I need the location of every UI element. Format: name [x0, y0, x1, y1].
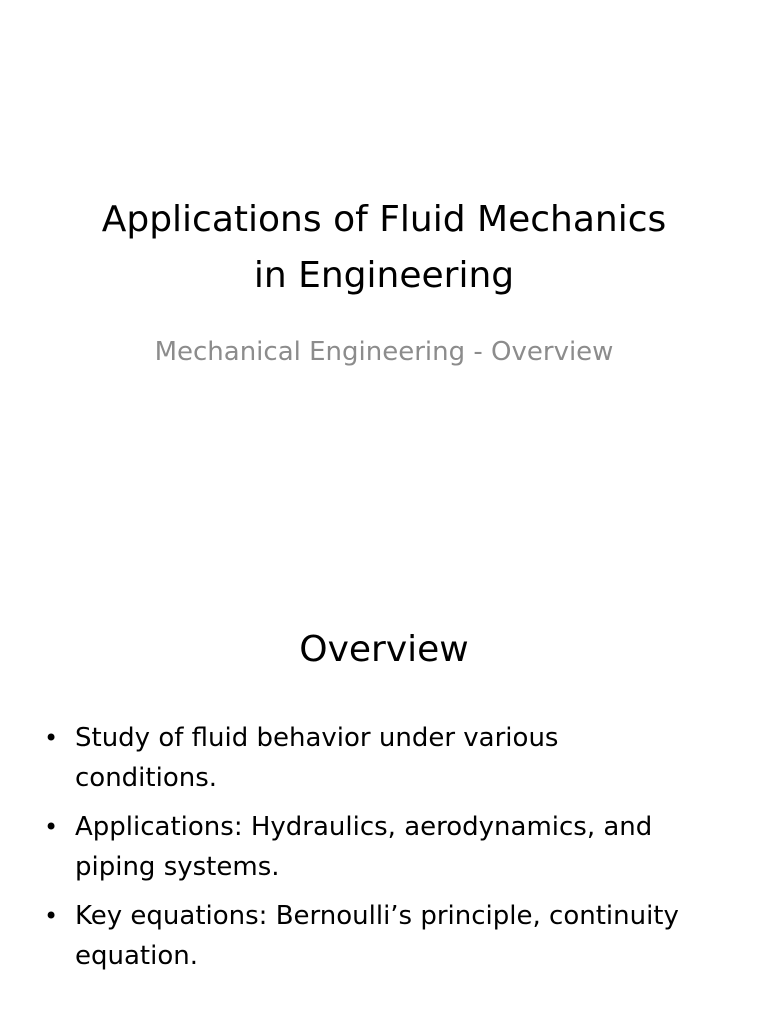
slide-title	[40, 192, 728, 304]
bullet-item	[40, 718, 730, 798]
bullet-text-line2: equation.	[75, 941, 198, 971]
bullet-text-line1: Applications: Hydraulics, aerodynamics, and	[75, 812, 653, 842]
bullet-dot-icon: •	[44, 813, 59, 841]
bullet-list	[40, 718, 730, 985]
bullet-item	[40, 896, 730, 976]
bullet-dot-icon: •	[44, 724, 59, 752]
bullet-dot-icon: •	[44, 902, 59, 930]
slide-title-line2: in Engineering	[253, 255, 515, 296]
bullet-item	[40, 807, 730, 887]
bullet-text-line2: conditions.	[75, 763, 218, 793]
slide-subtitle: Mechanical Engineering - Overview	[154, 337, 614, 367]
overview-heading: Overview	[299, 629, 469, 670]
bullet-text-line1: Study of fluid behavior under various	[75, 723, 559, 753]
bullet-text-line2: piping systems.	[75, 852, 280, 882]
slide-title-line1: Applications of Fluid Mechanics	[101, 199, 667, 240]
bullet-text-line1: Key equations: Bernoulli’s principle, continuity	[75, 901, 679, 931]
